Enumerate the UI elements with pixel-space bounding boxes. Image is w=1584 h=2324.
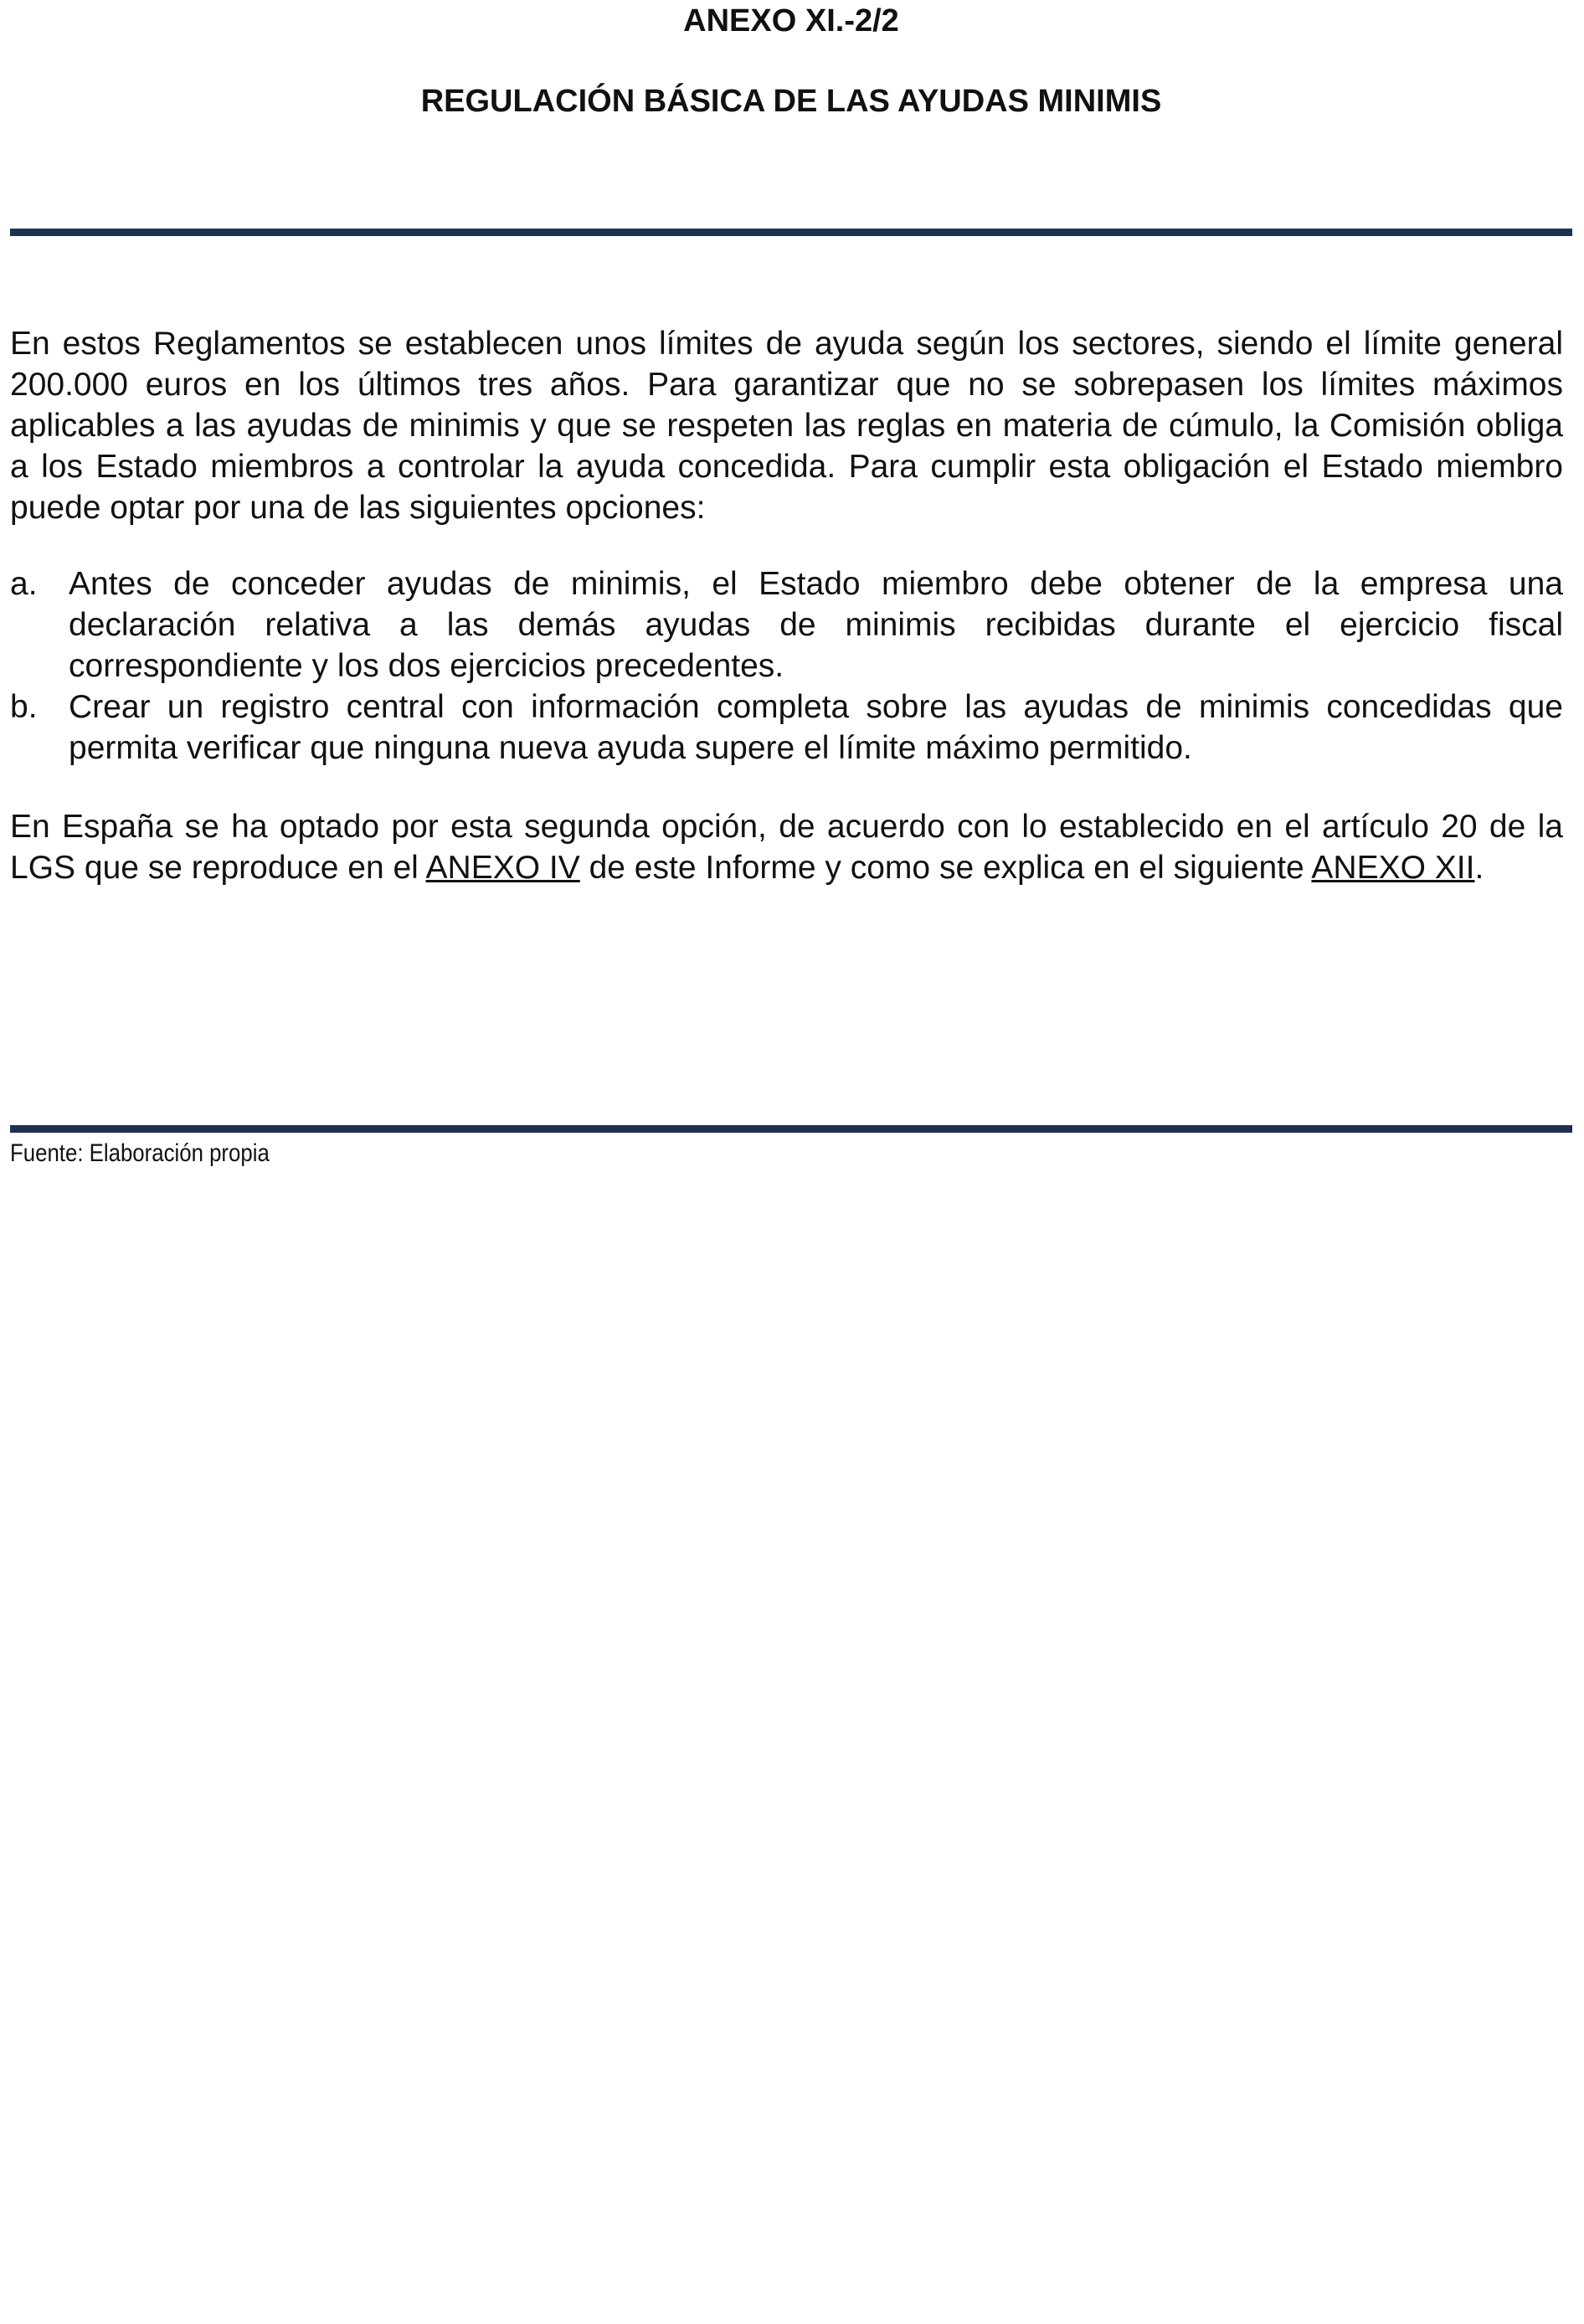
options-list <box>10 563 1563 769</box>
bottom-divider <box>10 1125 1572 1133</box>
list-marker: b. <box>10 689 38 725</box>
annex-xii-link[interactable]: ANEXO XII <box>1311 850 1475 886</box>
section-subtitle: REGULACIÓN BÁSICA DE LAS AYUDAS MINIMIS <box>420 84 1162 119</box>
closing-text-part3: . <box>1474 850 1484 886</box>
annex-title: ANEXO XI.-2/2 <box>683 3 899 39</box>
annex-iv-link[interactable]: ANEXO IV <box>425 850 580 886</box>
closing-text-part2: de este Informe y como se explica en el siguiente <box>579 850 1312 886</box>
closing-paragraph <box>10 806 1563 888</box>
list-item-text: Crear un registro central con información completa sobre las ayudas de minimis concedidas que permita verificar que ninguna nueva ayuda supere el límite máximo permitido. <box>69 689 1563 766</box>
list-marker: a. <box>10 566 38 602</box>
source-note: Fuente: Elaboración propia <box>10 1139 270 1167</box>
list-item-text: Antes de conceder ayudas de minimis, el Estado miembro debe obtener de la empresa una declaración relativa a las demás ayudas de minimis recibidas durante el ejercicio fiscal correspondiente y los dos ejercicios precedentes. <box>69 566 1563 684</box>
list-item <box>10 686 1563 769</box>
closing-text-part1: En España se ha optado por esta segunda opción, de acuerdo con lo establecido en el artículo 20 de la LGS que se reproduce en el <box>10 809 1563 886</box>
list-item <box>10 563 1563 686</box>
top-divider <box>10 229 1572 236</box>
intro-paragraph: En estos Reglamentos se establecen unos límites de ayuda según los sectores, siendo el límite general 200.000 euros en los últimos tres años. Para garantizar que no se sobrepasen los límites máximos aplicables a las ayudas de minimis y que se respeten las reglas en materia de cúmulo, la Comisión obliga a los Estado miembros a controlar la ayuda concedida. Para cumplir esta obligación el Estado miembro puede optar por una de las siguientes opciones: <box>10 326 1563 526</box>
